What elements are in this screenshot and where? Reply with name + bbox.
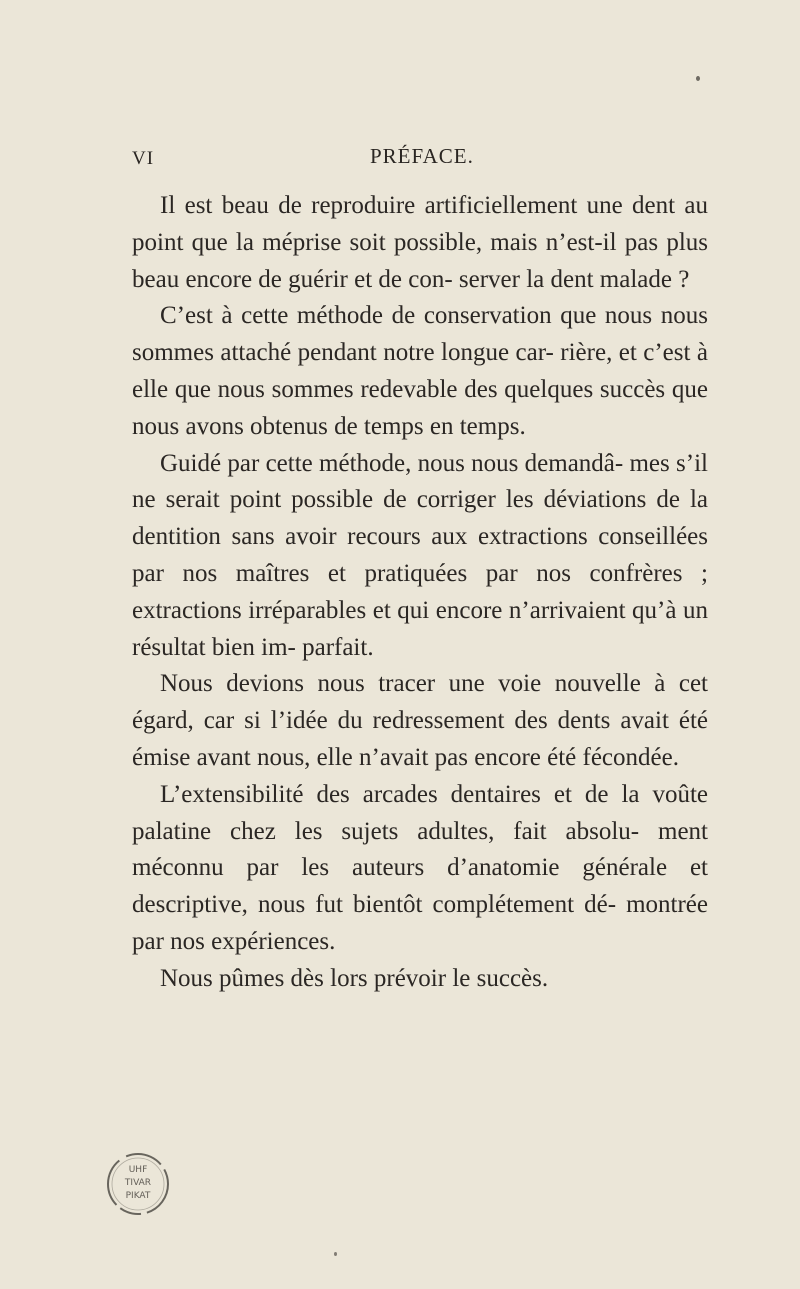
stamp-text [104,1164,172,1203]
paragraph: Nous pûmes dès lors prévoir le succès. [160,964,549,992]
page-number: VI [132,148,155,169]
paragraph: L’extensibilité des arcades dentaires et de la voûte palatine chez les sujets adultes, fait absolu- ment méconnu par les auteurs d’anatomie générale et descriptive, nous fut bientôt complétement dé- montrée par nos expériences. [132,780,708,955]
running-header [132,144,712,174]
paragraph: Guidé par cette méthode, nous nous demandâ- mes s’il ne serait point possible de corriger les déviations de la dentition sans avoir recours aux extractions conseillées par nos maîtres et pratiquées par nos confrères ; extractions irréparables et qui encore n’arrivaient qu’à un résultat bien im- parfait. [132,449,708,661]
paragraph: Nous devions nous tracer une voie nouvelle à cet égard, car si l’idée du redressement des dents avait été émise avant nous, elle n’avait pas encore été fécondée. [132,670,708,771]
paragraph: Il est beau de reproduire artificiellement une dent au point que la méprise soit possible, mais n’est-il pas plus beau encore de guérir et de con- server la dent malade ? [132,192,708,293]
stamp-line: UHF [128,1165,148,1175]
ink-speck [696,76,700,81]
ink-speck [334,1252,337,1256]
paragraph: C’est à cette méthode de conservation que nous nous sommes attaché pendant notre longue car- rière, et c’est à elle que nous sommes redevable des quelques succès que nous avons obtenus de temps en temps. [132,302,708,440]
library-stamp [104,1150,172,1218]
running-title: PRÉFACE. [370,144,474,168]
preface-text [132,188,708,998]
stamp-line: TIVAR [124,1178,152,1188]
stamp-line: PIKAT [125,1191,151,1201]
